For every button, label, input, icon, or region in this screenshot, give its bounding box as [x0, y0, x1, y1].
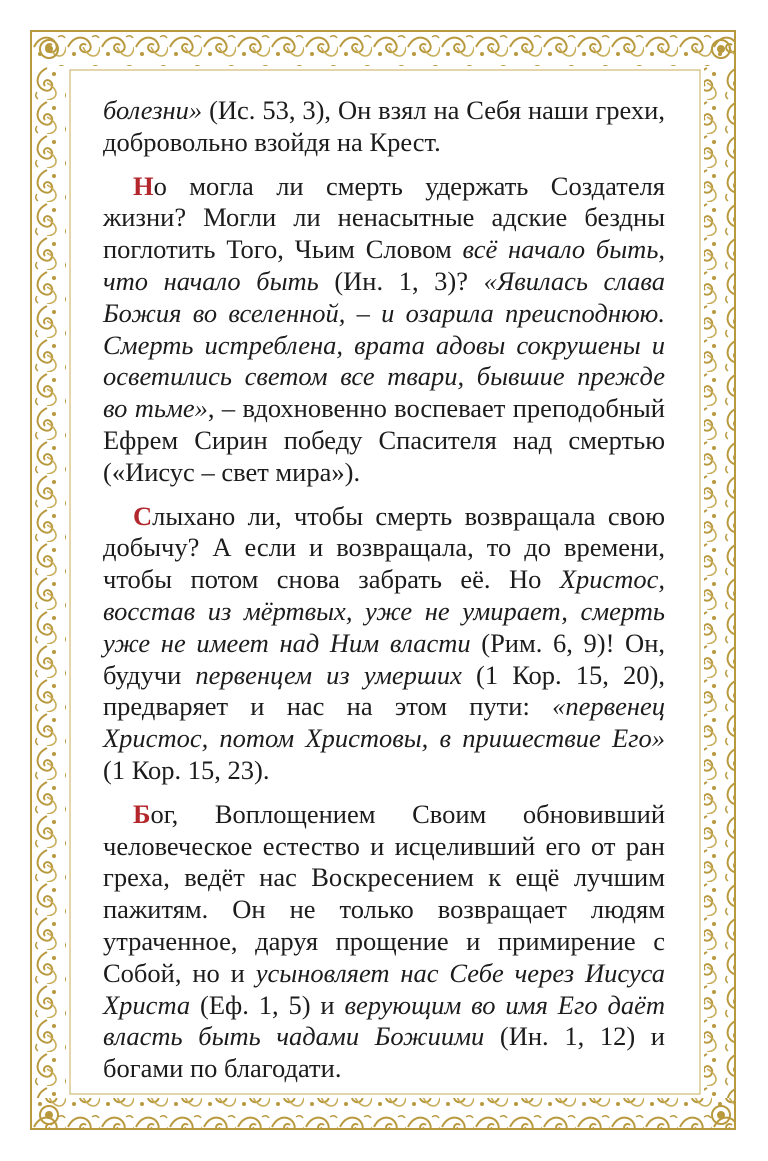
italic-quote: болезни»	[103, 95, 203, 125]
italic-quote: первенцем из умерших	[195, 659, 462, 690]
italic-quote: всё начало быть, что начало быть	[103, 234, 666, 296]
italic-quote: «первенец Христос, потом Христовы, в пришествие Его»	[103, 691, 665, 754]
text-run: ог, Воплощением Своим обновивший человеческое естество и исцеливший его от ран греха, ведёт нас Воскресением к ещё лучшим пажитям. Он не только возвращает людям утраченное, даруя прощение и примирение с Собой, но и	[103, 798, 665, 988]
page-text	[103, 95, 665, 1097]
paragraph-3	[103, 501, 665, 787]
text-run: (Ин. 1, 3)?	[318, 265, 484, 296]
drop-cap: С	[133, 500, 153, 531]
paragraph-4	[103, 799, 665, 1085]
paragraph-2	[103, 171, 665, 489]
text-run: (Еф. 1, 5) и	[190, 989, 345, 1020]
text-run: (Рим. 6, 9)! Он, будучи	[103, 627, 666, 690]
italic-quote: усыновляет нас Себе через Иисуса Христа	[103, 957, 666, 1020]
text-run: лыхано ли, чтобы смерть возвращала свою добычу? А если и возвращала, то до времени, чтобы потом снова забрать её. Но	[103, 500, 665, 595]
text-run: о могла ли смерть удержать Создателя жизни? Могли ли ненасытные адские бездны поглотить Того, Чьим Словом	[103, 170, 665, 265]
italic-quote: «Явилась слава Божия во вселенной, – и озарила преисподнюю. Смерть истреблена, врата адовы сокрушены и осветились светом все твари, бывшие прежде во тьме»	[103, 265, 665, 424]
text-run: (1 Кор. 15, 23).	[103, 754, 270, 785]
italic-quote: Христос, восстав из мёртвых, уже не умирает, смерть уже не имеет над Ним власти	[103, 564, 665, 658]
text-run: (Ин. 1, 12) и богами по благодати.	[103, 1021, 665, 1084]
text-run: , – вдохновенно воспевает преподобный Ефрем Сирин победу Спасителя над смертью («Иисус – свет мира»).	[103, 393, 665, 487]
text-run: (1 Кор. 15, 20), предваряет и нас на этом пути:	[103, 659, 665, 722]
drop-cap: Н	[133, 170, 154, 201]
drop-cap: Б	[133, 798, 151, 829]
paragraph-1	[103, 95, 665, 159]
italic-quote: верующим во имя Его даёт власть быть чадами Божиими	[103, 989, 665, 1052]
text-run: (Ис. 53, 3), Он взял на Себя наши грехи, добровольно взойдя на Крест.	[103, 95, 665, 157]
